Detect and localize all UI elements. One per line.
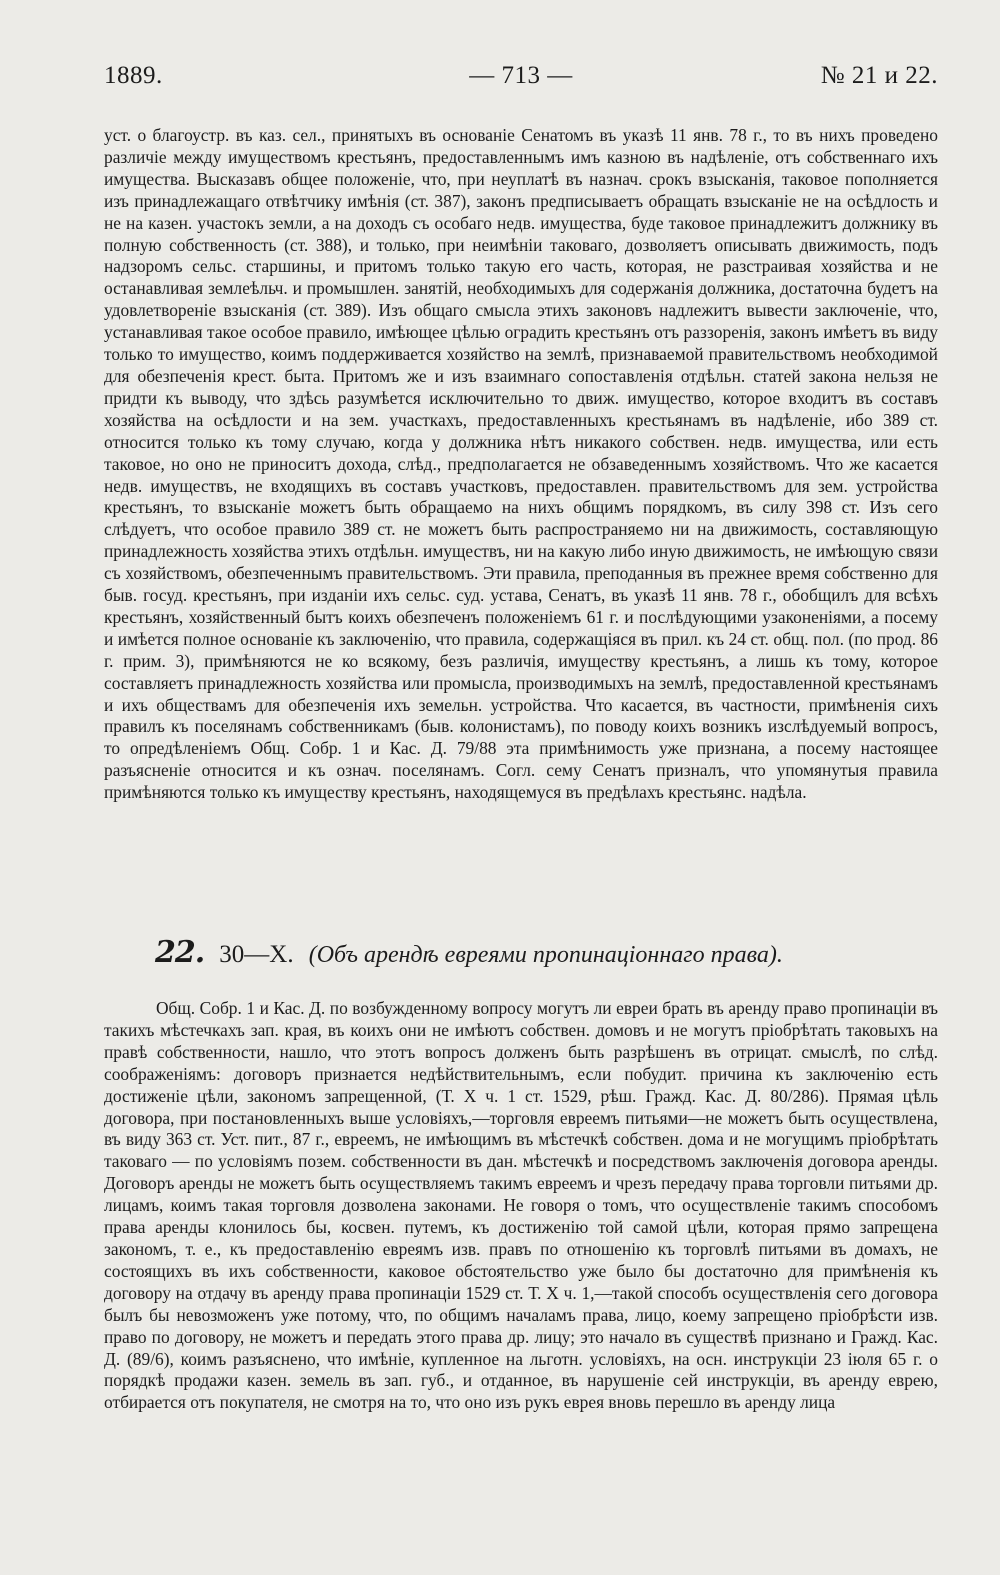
body-text-block-one [104,125,938,804]
section-title: (Объ арендѣ евреями пропинаціоннаго права). [308,942,783,968]
section-heading [155,935,938,975]
header-year: 1889. [104,62,163,89]
paragraph-section-22: Общ. Собр. 1 и Кас. Д. по возбужденному вопросу могутъ ли евреи брать въ аренду право пропинаціи въ такихъ мѣстечкахъ зап. края, въ коихъ они не имѣютъ собствен. домовъ и не могутъ пріобрѣтать таковыхъ на правѣ собственности, нашло, что этотъ вопросъ долженъ быть разрѣшенъ въ отрицат. смыслѣ, по слѣд. соображеніямъ: договоръ признается недѣйствительнымъ, если побудит. причина къ заключенію есть достиженіе цѣли, закономъ запрещенной, (Т. X ч. 1 ст. 1529, рѣш. Гражд. Кас. Д. 80/286). Прямая цѣль договора, при постановленныхъ выше условіяхъ,—торговля евреемъ питьями—не можетъ быть осуществлена, въ виду 363 ст. Уст. пит., 87 г., евреемъ, не имѣющимъ въ мѣстечкѣ собствен. дома и не могущимъ пріобрѣтать таковаго — по условіямъ позем. собственности въ дан. мѣстечкѣ и посредствомъ заключенія договора аренды. Договоръ аренды не можетъ быть осуществляемъ такимъ евреемъ и чрезъ передачу права торговли питьями др. лицамъ, коимъ такая торговля дозволена законами. Не говоря о томъ, что осуществленіе такимъ способомъ права аренды клонилось бы, косвен. путемъ, къ достиженію той самой цѣли, которая прямо запрещена закономъ, т. е., къ предоставленію евреямъ изв. правъ по отношенію къ торговлѣ питьями въ домахъ, не состоящихъ въ ихъ собственности, каковое обстоятельство уже было бы достаточно для примѣненія къ договору на отдачу въ аренду права пропинаціи 1529 ст. Т. X ч. 1,—такой способъ осуществленія сего договора былъ бы невозможенъ уже потому, что, по общимъ началамъ права, лицо, коему запрещено пріобрѣсти изв. право по договору, не можетъ и передать этого права др. лицу; это начало въ существѣ признано и Гражд. Кас. Д. (89/6), коимъ разъяснено, что имѣніе, купленное на льготн. условіяхъ, на осн. инструкціи 23 іюля 65 г. о порядкѣ продажи казен. земель въ зап. губ., и отданное, въ нарушеніе сей инструкціи, въ аренду еврею, отбирается отъ покупателя, не смотря на то, что оно изъ рукъ еврея вновь перешло въ аренду лица [104,998,938,1413]
paragraph-continuation: уст. о благоустр. въ каз. сел., принятыхъ въ основаніе Сенатомъ въ указѣ 11 янв. 78 г., то въ нихъ проведено различіе между имуществомъ крестьянъ, предоставленнымъ имъ казною въ надѣленіе, отъ собственнаго ихъ имущества. Высказавъ общее положеніе, что, при неуплатѣ въ назнач. срокъ взысканія, таковое пополняется изъ принадлежащаго отвѣтчику имѣнія (ст. 387), законъ предписываетъ обращать взысканіе не на осѣдлость и не на казен. участокъ земли, а на доходъ съ особаго недв. имущества, буде таковое принадлежитъ должнику въ полную собственность (ст. 388), и только, при неимѣніи таковаго, дозволяетъ описывать движимость, подъ надзоромъ сельс. старшины, и притомъ только такую его часть, которая, не разстраивая хозяйства и не останавливая землеѣльч. и промышлен. занятій, необходимыхъ для содержанія должника, достаточна будетъ на удовлетвореніе взысканія (ст. 389). Изъ общаго смысла этихъ законовъ надлежитъ вывести заключеніе, что, устанавливая такое особое правило, имѣющее цѣлью оградить крестьянъ отъ раззоренія, законъ имѣетъ въ виду только то имущество, коимъ поддерживается хозяйство на землѣ, признаваемой правительствомъ необходимой для обезпеченія крест. быта. Притомъ же и изъ взаимнаго сопоставленія отдѣльн. статей закона нельзя не придти къ выводу, что здѣсь разумѣется исключительно то движ. имущество, которое входитъ въ составъ хозяйства на осѣдлости и на зем. участкахъ, предоставленныхъ крестьянамъ въ надѣленіе, ибо 389 ст. относится только къ тому случаю, когда у должника нѣтъ никакого собствен. недв. имущества, или есть таковое, но оно не приноситъ дохода, слѣд., предполагается не обзаведеннымъ хозяйствомъ. Что же касается недв. имуществъ, не входящихъ въ составъ участковъ, предоставлен. правительствомъ для зем. устройства крестьянъ, то взысканіе можетъ быть обращаемо на нихъ общимъ порядкомъ, въ силу 398 ст. Изъ сего слѣдуетъ, что особое правило 389 ст. не можетъ быть распространяемо ни на движимость, составляющую принадлежность хозяйства этихъ отдѣльн. имуществъ, ни на какую либо иную движимость, не имѣющую связи съ хозяйствомъ, обезпеченнымъ правительствомъ. Эти правила, преподанныя въ прежнее время собственно для быв. госуд. крестьянъ, при изданіи ихъ сельс. суд. устава, Сенатъ, въ указѣ 11 янв. 78 г., обобщилъ для всѣхъ крестьянъ, хозяйственный бытъ коихъ обезпеченъ положеніемъ 61 г. и послѣдующими узаконеніями, а посему и имѣется полное основаніе къ заключенію, что правила, содержащіяся въ прил. къ 24 ст. общ. пол. (по прод. 86 г. прим. 3), примѣняются не ко всякому, безъ различія, имуществу крестьянъ, а лишь къ тому, которое составляетъ принадлежность хозяйства или промысла, производимыхъ на землѣ, предоставленной крестьянамъ и ихъ обществамъ для обезпеченія ихъ земельн. устройства. Что касается, въ частности, примѣненія сихъ правилъ къ поселянамъ собственникамъ (быв. колонистамъ), по поводу коихъ возникъ изслѣдуемый вопросъ, то опредѣленіемъ Общ. Собр. 1 и Кас. Д. 79/88 эта примѣнимость уже признана, а посему настоящее разъясненіе относится и къ означ. поселянамъ. Согл. сему Сенатъ призналъ, что упомянутыя правила примѣняются только къ имуществу крестьянъ, находящемуся въ предѣлахъ крестьянс. надѣла. [104,125,938,803]
header-page-number: — 713 — [469,62,573,89]
section-number: 22. [155,935,205,970]
page-header [104,62,938,98]
body-text-block-two [104,998,938,1414]
header-issue-number: № 21 и 22. [820,62,938,89]
section-date: 30—X. [219,941,294,968]
